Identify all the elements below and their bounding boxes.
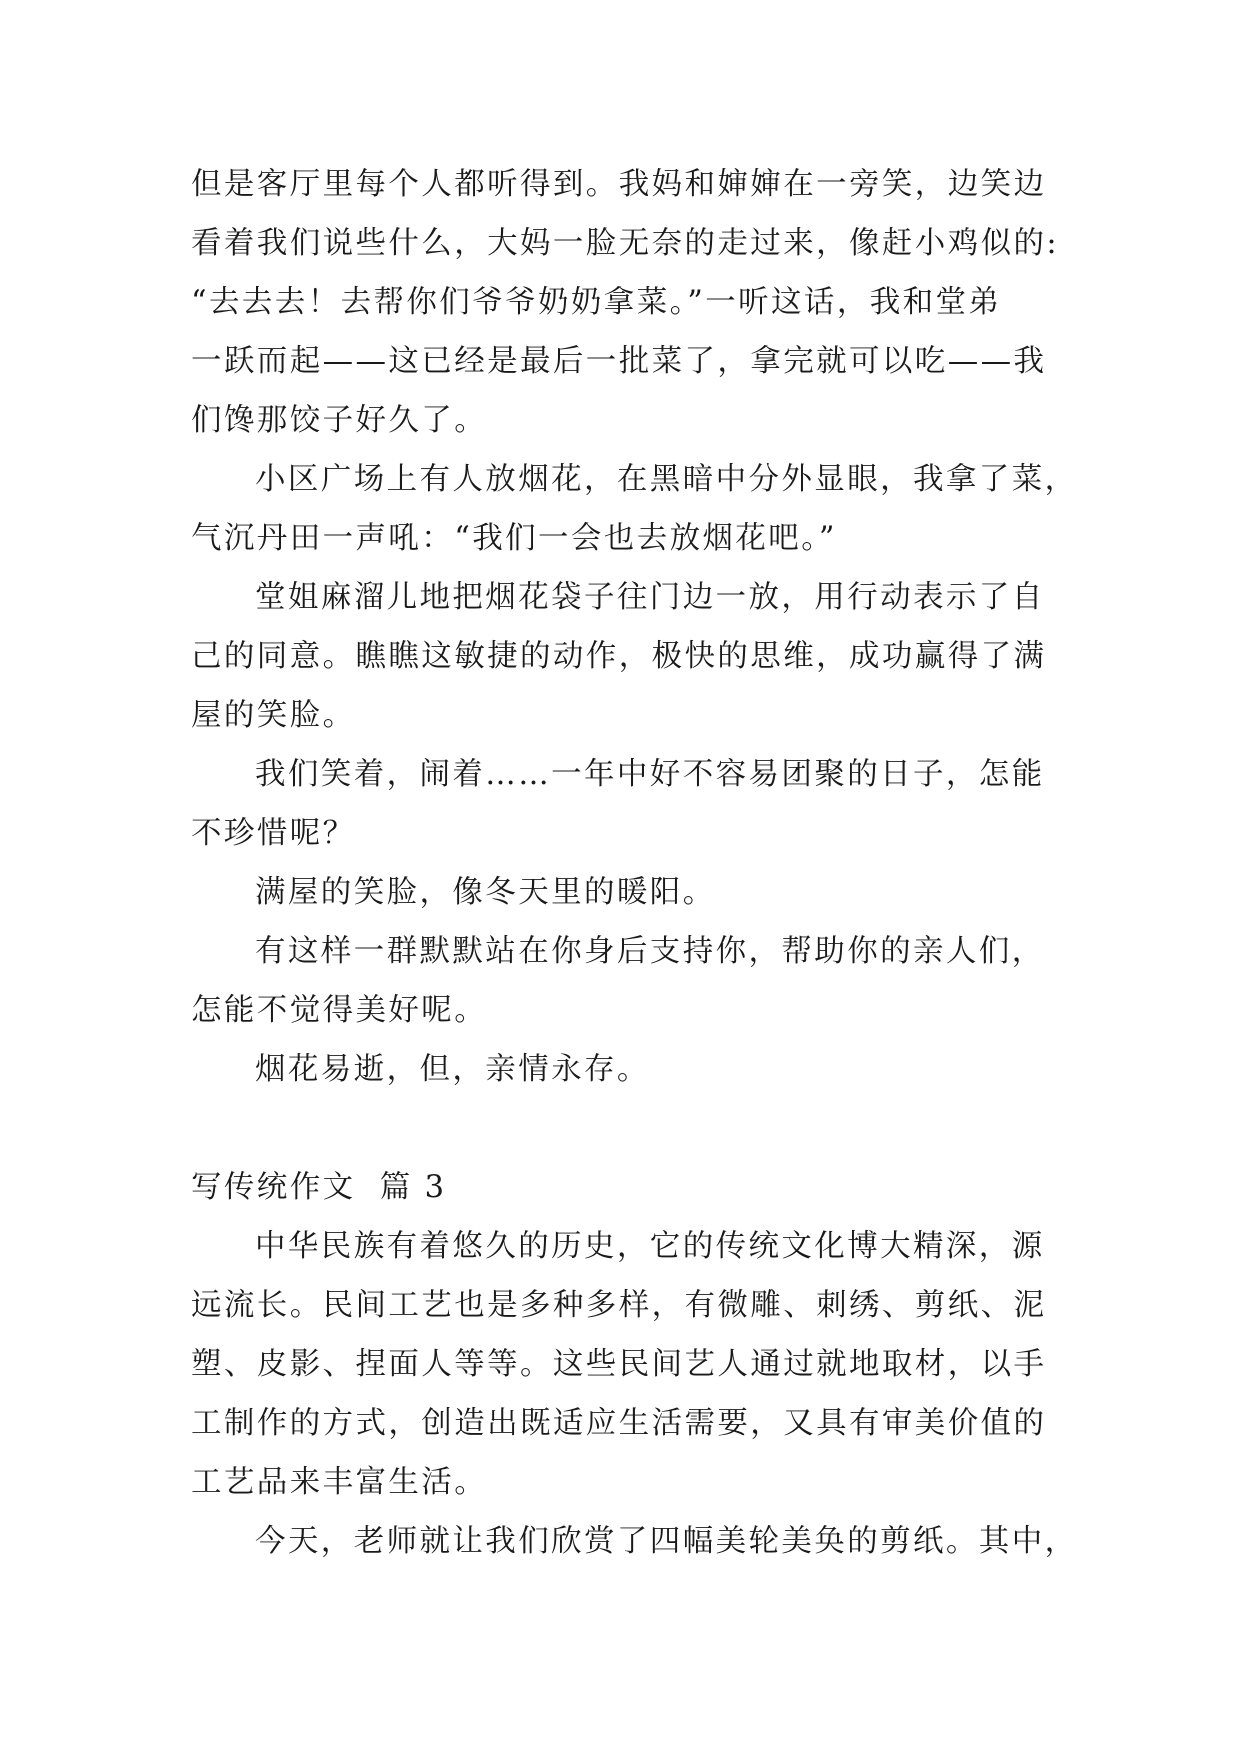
section-gap bbox=[191, 1099, 1051, 1158]
text-line: 我们笑着，闹着……一年中好不容易团聚的日子，怎能 bbox=[255, 757, 1045, 792]
text-line: 远流长。民间工艺也是多种多样，有微雕、刺绣、剪纸、泥 bbox=[191, 1288, 1047, 1323]
text-line: 烟花易逝，但，亲情永存。 bbox=[255, 1052, 650, 1087]
document-body bbox=[191, 155, 1078, 1571]
text-line: 塑、皮影、捏面人等等。这些民间艺人通过就地取材，以手 bbox=[191, 1347, 1047, 1382]
text-line: 但是客厅里每个人都听得到。我妈和婶婶在一旁笑，边笑边 bbox=[191, 167, 1047, 202]
paragraph bbox=[191, 1512, 1078, 1571]
text-line: 堂姐麻溜儿地把烟花袋子往门边一放，用行动表示了自 bbox=[255, 580, 1045, 615]
text-line: 不珍惜呢？ bbox=[191, 816, 356, 851]
text-line: 满屋的笑脸，像冬天里的暖阳。 bbox=[255, 875, 716, 910]
text-line: 工制作的方式，创造出既适应生活需要，又具有审美价值的 bbox=[191, 1406, 1047, 1441]
text-line: “去去去！去帮你们爷爷奶奶拿菜。”一听这话，我和堂弟 bbox=[191, 285, 1002, 320]
text-line: 们馋那饺子好久了。 bbox=[191, 403, 488, 438]
section-heading bbox=[191, 1158, 1051, 1217]
text-line: 今天，老师就让我们欣赏了四幅美轮美奂的剪纸。其中， bbox=[255, 1524, 1078, 1559]
text-line: 看着我们说些什么，大妈一脸无奈的走过来，像赶小鸡似的: bbox=[191, 226, 1060, 261]
text-line: 气沉丹田一声吼：“我们一会也去放烟花吧。” bbox=[191, 521, 837, 556]
paragraph bbox=[191, 1040, 1051, 1099]
heading-text: 写传统作文 篇 3 bbox=[191, 1170, 447, 1205]
paragraph-continued bbox=[191, 155, 1060, 450]
paragraph bbox=[191, 745, 1051, 863]
text-line: 中华民族有着悠久的历史，它的传统文化博大精深，源 bbox=[255, 1229, 1045, 1264]
text-line: 己的同意。瞧瞧这敏捷的动作，极快的思维，成功赢得了满 bbox=[191, 639, 1047, 674]
paragraph bbox=[191, 863, 1051, 922]
paragraph bbox=[191, 568, 1051, 745]
text-line: 有这样一群默默站在你身后支持你，帮助你的亲人们， bbox=[255, 934, 1045, 969]
text-line: 一跃而起——这已经是最后一批菜了，拿完就可以吃——我 bbox=[191, 344, 1047, 379]
paragraph bbox=[191, 1217, 1051, 1512]
text-line: 工艺品来丰富生活。 bbox=[191, 1465, 488, 1500]
text-line: 怎能不觉得美好呢。 bbox=[191, 993, 488, 1028]
text-line: 小区广场上有人放烟花，在黑暗中分外显眼，我拿了菜， bbox=[255, 462, 1078, 497]
paragraph bbox=[191, 922, 1051, 1040]
text-line: 屋的笑脸。 bbox=[191, 698, 356, 733]
paragraph bbox=[191, 450, 1078, 568]
